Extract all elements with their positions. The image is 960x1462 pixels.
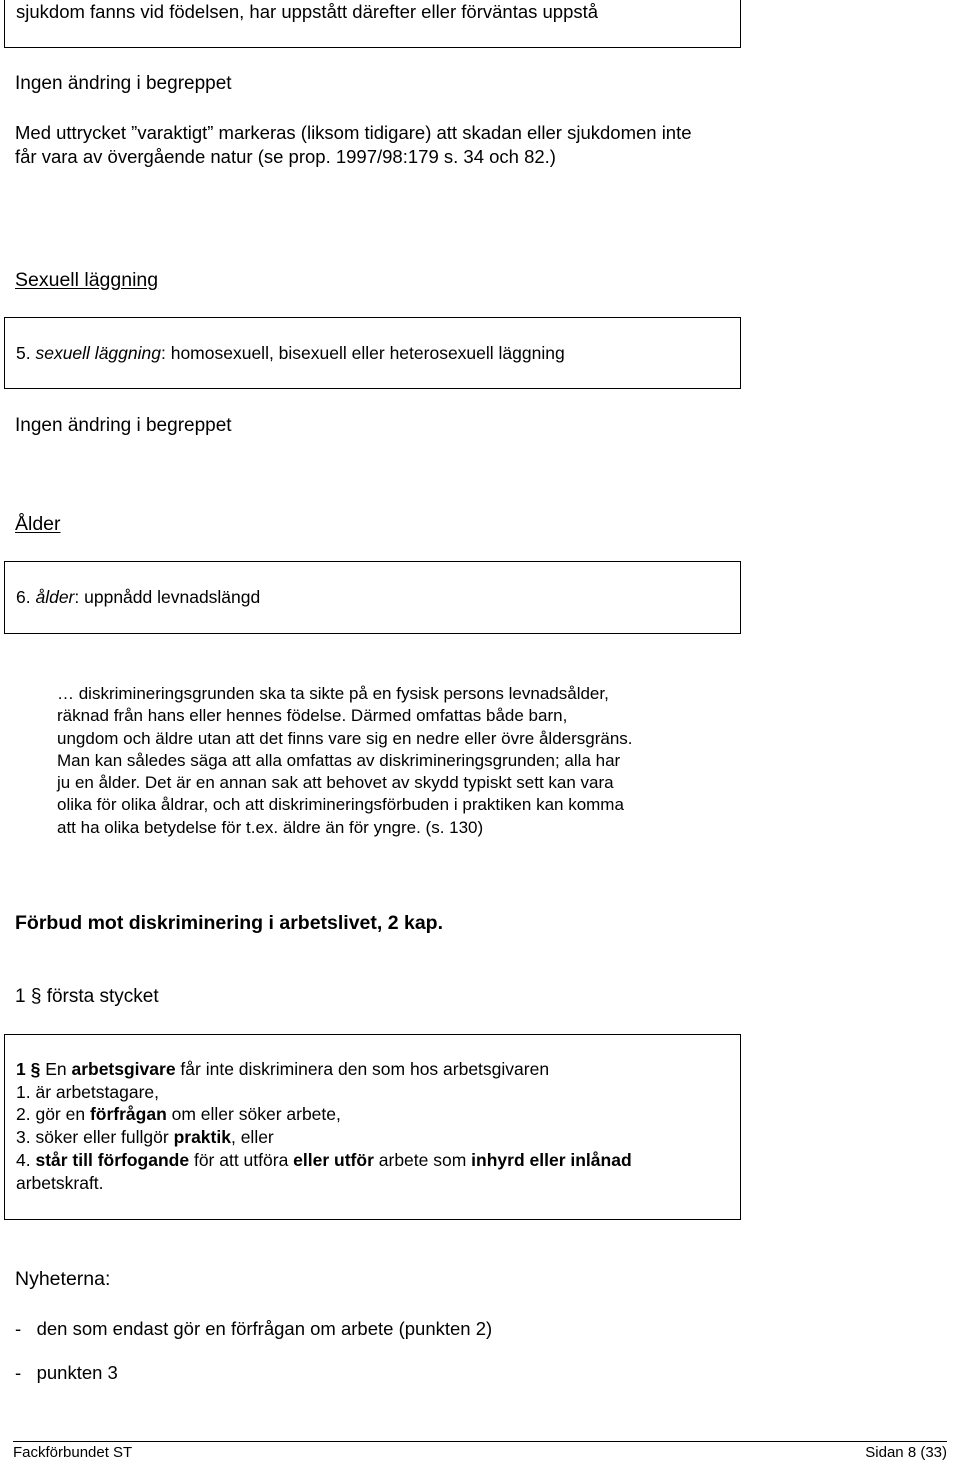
emphasis-praktik: praktik [173,1127,231,1147]
quote-line: … diskrimineringsgrunden ska ta sikte på en fysisk persons levnadsålder, [57,684,609,703]
law-text: , eller [230,1127,274,1147]
prop-quote [57,683,757,839]
law-line-3 [16,1103,341,1126]
emphasis-arbetsgivare: arbetsgivare [71,1059,176,1079]
definition-box-sexuell-text [16,342,565,365]
paragraph-heading: 1 § första stycket [15,986,159,1007]
quote-line: att ha olika betydelse för t.ex. äldre än för yngre. (s. 130) [57,817,484,837]
varaktigt-paragraph-line-2: får vara av övergående natur (se prop. 1997/98:179 s. 34 och 82.) [15,146,556,167]
chapter-heading: Förbud mot diskriminering i arbetslivet, 2 kap. [15,912,444,934]
law-text: för att utföra [189,1150,294,1170]
law-line-2: 1. är arbetstagare, [16,1082,159,1102]
emphasis-inhyrd: inhyrd eller inlånad [471,1150,632,1170]
law-text: 4. [16,1150,36,1170]
law-text: 2. gör en [16,1104,90,1124]
varaktigt-paragraph-line-1: Med uttrycket ”varaktigt” markeras (liksom tidigare) att skadan eller sjukdomen inte [15,122,692,143]
law-text-box [4,1034,741,1220]
news-heading: Nyheterna: [15,1268,111,1290]
law-line-6: arbetskraft. [16,1173,104,1193]
no-change-note-2: Ingen ändring i begreppet [15,415,232,436]
definition-term: sexuell läggning [35,343,161,363]
definition-box-alder-text [16,586,260,609]
quote-line: räknad från hans eller hennes födelse. Därmed omfattas både barn, [57,706,568,726]
law-text: En [40,1059,72,1079]
law-line-1 [16,1058,549,1081]
news-item: - den som endast gör en förfrågan om arbete (punkten 2) [15,1318,493,1339]
definition-box-alder [4,561,741,634]
definition-box-continued [4,0,741,48]
quote-line: ju en ålder. Det är en annan sak att behovet av skydd typiskt sett kan vara [57,773,614,793]
footer-page-number: Sidan 8 (33) [865,1444,947,1461]
section-heading-alder [15,513,61,535]
quote-line: olika för olika åldrar, och att diskrimineringsförbuden i praktiken kan komma [57,795,624,815]
law-line-4 [16,1126,274,1149]
emphasis-forfragan: förfrågan [89,1104,167,1124]
section-heading-sexuell-text: Sexuell läggning [15,269,159,291]
definition-number: 5. [16,343,36,363]
definition-term: ålder [35,587,75,607]
law-text: 3. söker eller fullgör [16,1127,174,1147]
section-heading-alder-text: Ålder [15,513,61,535]
news-item: - punkten 3 [15,1362,118,1383]
definition-number: 6. [16,587,36,607]
law-line-5 [16,1149,632,1172]
emphasis-forfogande: står till förfogande [35,1150,190,1170]
quote-line: ungdom och äldre utan att det finns vare sig en nedre eller övre åldersgräns. [57,728,633,748]
section-heading-sexuell [15,269,158,291]
footer-organization: Fackförbundet ST [13,1444,133,1461]
definition-box-text: sjukdom fanns vid födelsen, har uppstått därefter eller förväntas uppstå [16,1,599,22]
page-footer [13,1441,947,1461]
law-text: om eller söker arbete, [166,1104,341,1124]
quote-line: Man kan således säga att alla omfattas av diskrimineringsgrunden; alla har [57,750,621,770]
definition-rest: : homosexuell, bisexuell eller heterosexuell läggning [160,343,565,363]
paragraph-number: 1 § [16,1059,41,1079]
law-text: arbete som [373,1150,472,1170]
definition-rest: : uppnådd levnadslängd [74,587,261,607]
emphasis-utfor: eller utför [293,1150,374,1170]
definition-box-sexuell [4,317,741,389]
no-change-note-1: Ingen ändring i begreppet [15,73,232,94]
law-text: får inte diskriminera den som hos arbetsgivaren [175,1059,550,1079]
